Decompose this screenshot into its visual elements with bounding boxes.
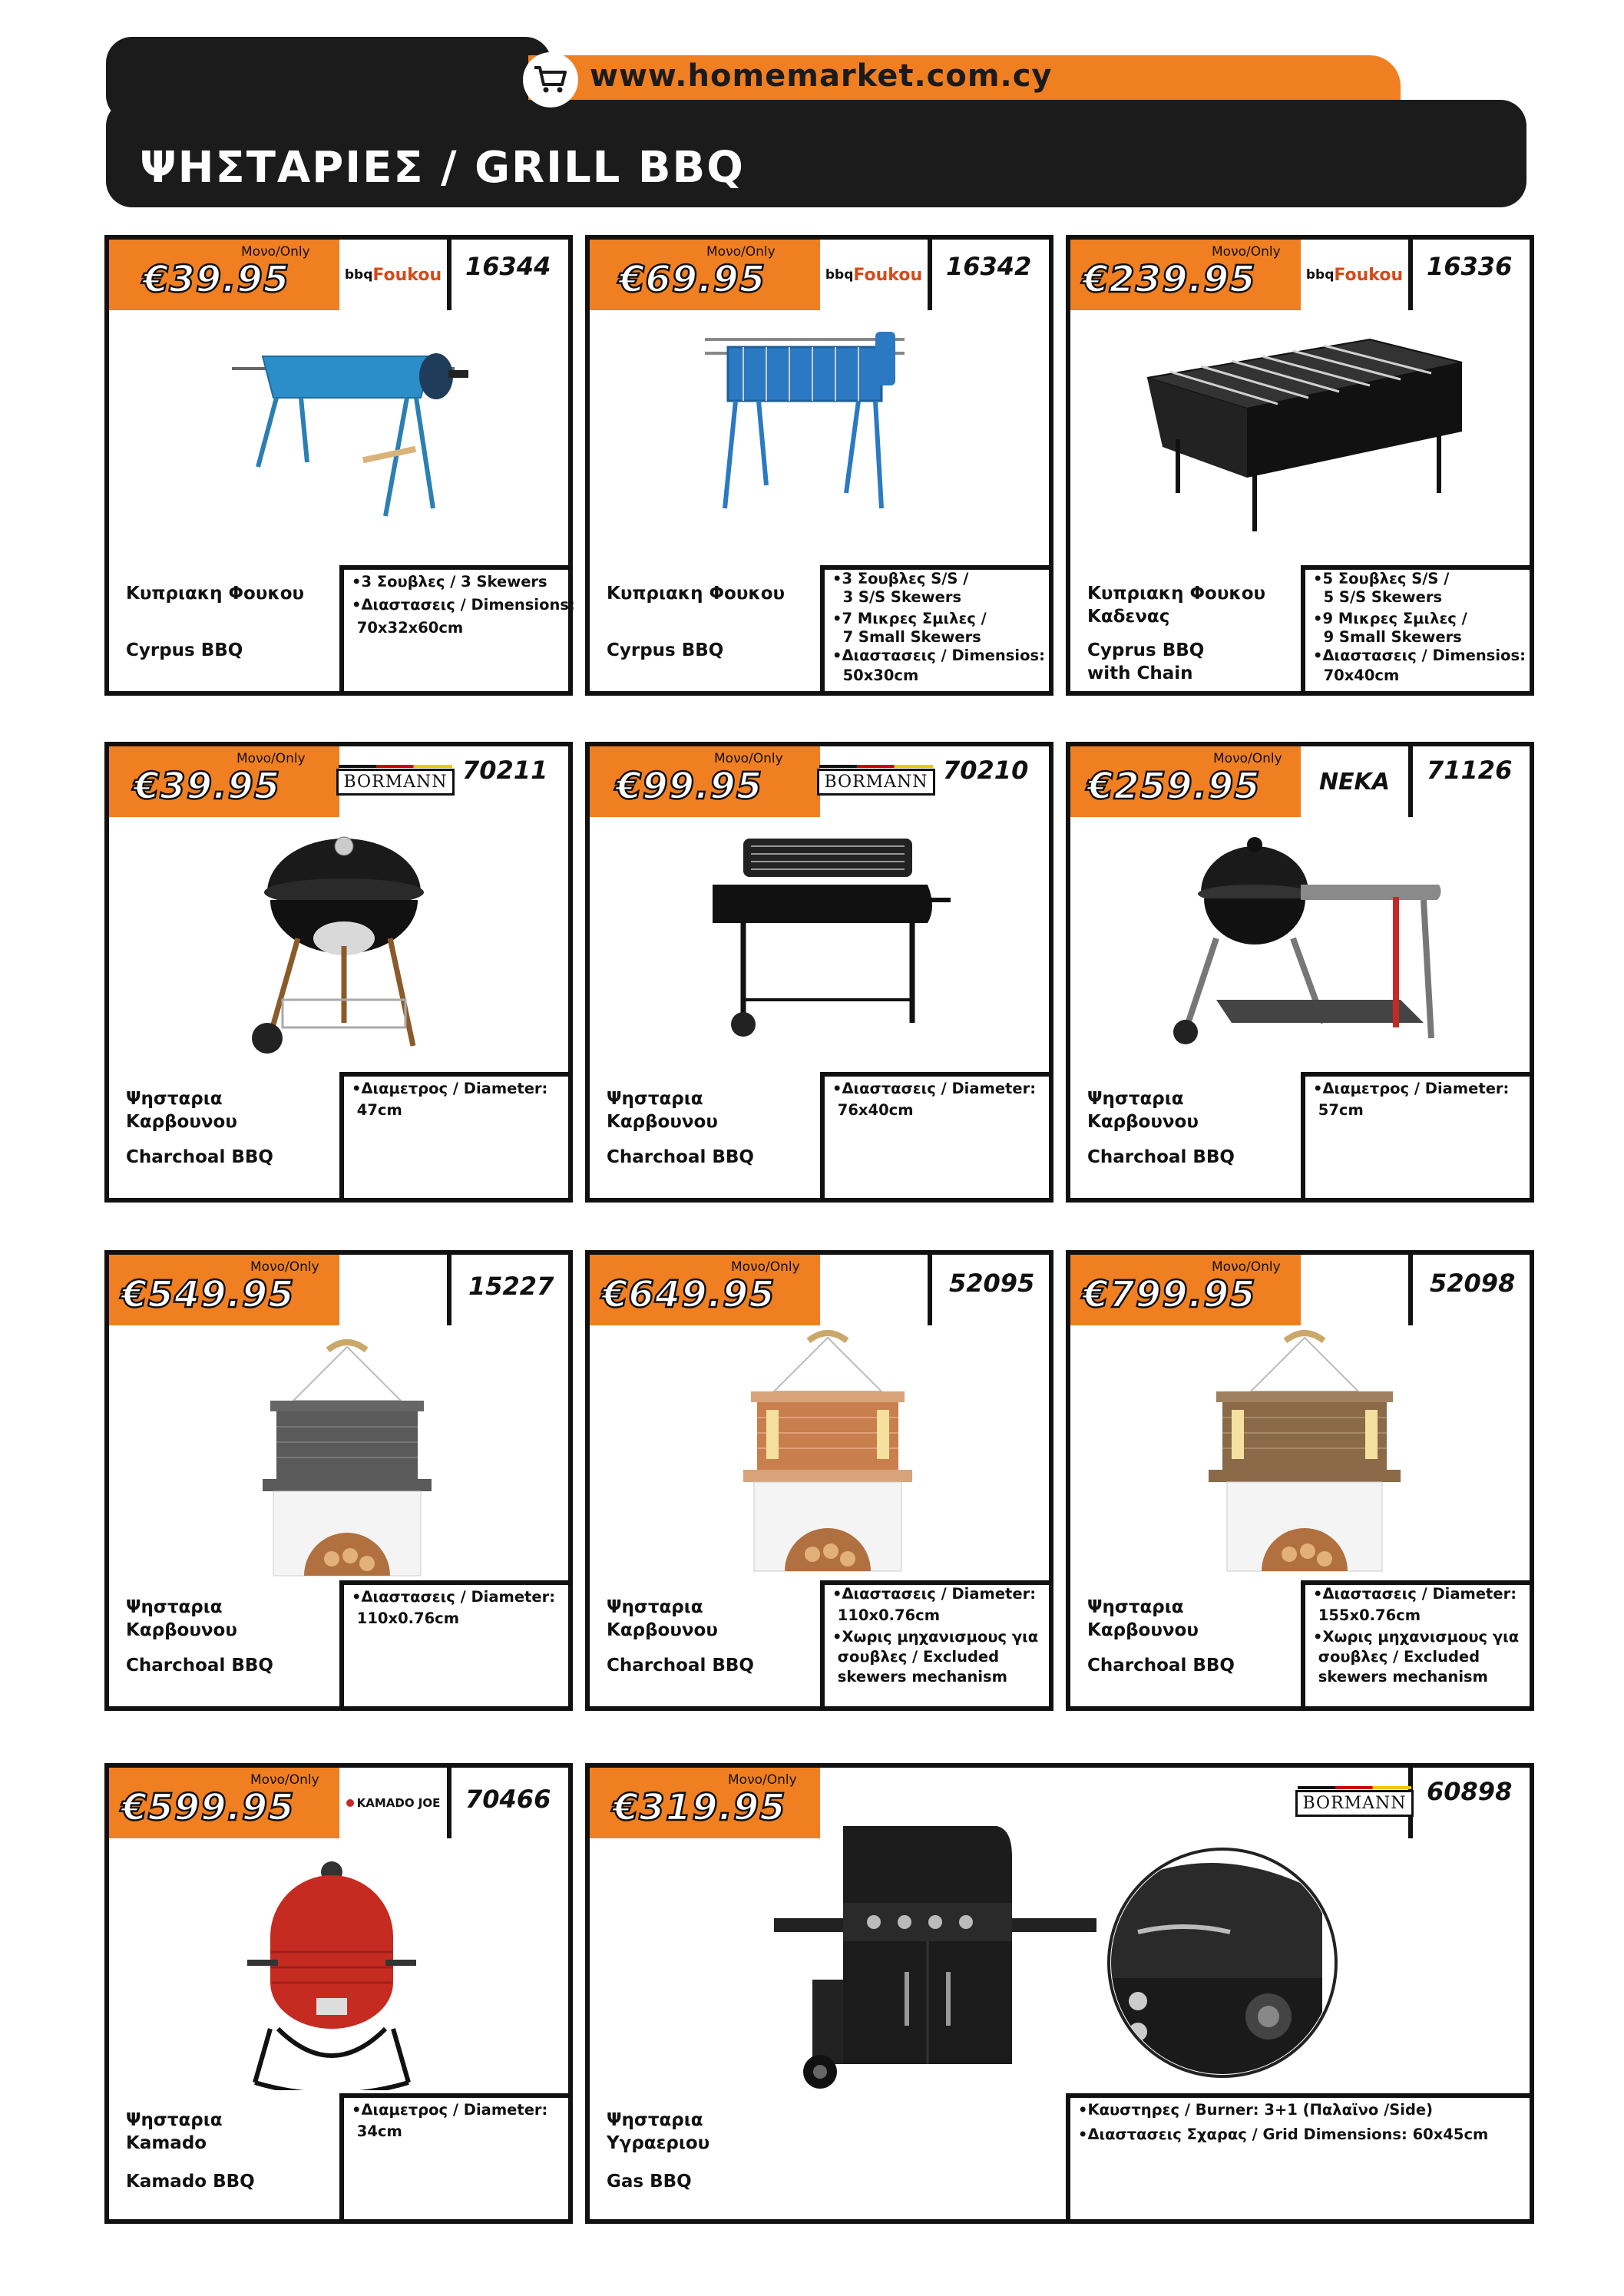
spec-line: •Διαμετρος / Diameter: bbox=[352, 1080, 548, 1097]
price-badge bbox=[109, 746, 339, 817]
product-title-greek: Ψησταρια Καρβουνου bbox=[607, 1089, 718, 1132]
spec-line: •Διαστασεις / Diameter: bbox=[1313, 1585, 1517, 1603]
product-card bbox=[1066, 1250, 1534, 1711]
price: €549.95 bbox=[121, 1273, 295, 1316]
price-label: Μονο/Only bbox=[706, 244, 776, 260]
code-divider bbox=[1408, 1255, 1413, 1325]
product-image bbox=[224, 324, 470, 524]
product-detail-image bbox=[1092, 1848, 1353, 2078]
spec-line: 9 Small Skewers bbox=[1313, 628, 1462, 646]
spec-line: 50x30cm bbox=[832, 667, 919, 684]
product-title-english: Cyrpus BBQ bbox=[126, 640, 243, 660]
price: €319.95 bbox=[613, 1786, 786, 1829]
brand-logo: BORMANN bbox=[339, 746, 451, 817]
price-badge bbox=[1070, 240, 1301, 310]
price-label: Μονο/Only bbox=[1212, 244, 1281, 260]
spec-line: •Διαστασεις / Diameter: bbox=[832, 1585, 1037, 1603]
price: €239.95 bbox=[1083, 258, 1256, 301]
spec-line: •3 Σουβλες / 3 Skewers bbox=[352, 573, 547, 591]
price-label: Μονο/Only bbox=[250, 1259, 319, 1275]
spec-line: •3 Σουβλες S/S / bbox=[832, 570, 969, 587]
product-image bbox=[255, 1339, 439, 1577]
page-title: ΨΗΣΤΑΡΙΕΣ / GRILL BBQ bbox=[140, 143, 745, 193]
spec-line: 57cm bbox=[1313, 1101, 1364, 1119]
price-label: Μονο/Only bbox=[731, 1259, 800, 1275]
price: €99.95 bbox=[616, 765, 763, 808]
product-code: 16344 bbox=[465, 252, 551, 281]
brand-logo: bbq Foukou bbox=[1301, 240, 1413, 310]
product-image bbox=[697, 831, 958, 1046]
spec-line: •Διαστασεις Σχαρας / Grid Dimensions: 60x45cm bbox=[1078, 2126, 1489, 2143]
product-title-greek: Ψησταρια Kamado bbox=[126, 2110, 223, 2153]
spec-line: •Διαμετρος / Diameter: bbox=[352, 2101, 548, 2119]
spec-line: •Καυστηρες / Burner: 3+1 (Παλαϊνο /Side) bbox=[1078, 2101, 1434, 2119]
brand-logo: BORMANN bbox=[820, 746, 932, 817]
product-code: 71126 bbox=[1427, 756, 1513, 785]
product-card bbox=[585, 235, 1053, 696]
spec-line: •Διαστασεις / Dimensios: bbox=[832, 647, 1045, 664]
brand-logo: NEKA bbox=[1301, 746, 1413, 817]
price-label: Μονο/Only bbox=[1212, 1259, 1281, 1275]
product-card bbox=[1066, 742, 1534, 1203]
product-title-english: Kamado BBQ bbox=[126, 2172, 255, 2192]
brand-logo: KAMADO JOE bbox=[339, 1768, 451, 1838]
specs bbox=[1301, 1072, 1534, 1198]
price: €599.95 bbox=[121, 1786, 295, 1829]
brand-logo: BORMANN bbox=[1301, 1768, 1413, 1838]
product-title-english: Charchoal BBQ bbox=[126, 1656, 273, 1676]
product-title-english: Charchoal BBQ bbox=[126, 1147, 273, 1167]
product-image bbox=[736, 1330, 920, 1576]
specs bbox=[1066, 2093, 1534, 2219]
product-image bbox=[1201, 1330, 1408, 1576]
spec-line: skewers mechanism bbox=[832, 1668, 1007, 1686]
product-title-greek: Κυπριακη Φουκου Καδενας bbox=[1087, 584, 1266, 627]
price-badge bbox=[1070, 746, 1301, 817]
product-title-greek: Κυπριακη Φουκου bbox=[126, 584, 305, 604]
product-title-english: Cyrpus BBQ bbox=[607, 640, 724, 660]
spec-line: 70x32x60cm bbox=[352, 619, 464, 637]
product-code: 52095 bbox=[949, 1269, 1035, 1298]
product-card bbox=[585, 1763, 1534, 2224]
product-title-greek: Ψησταρια Καρβουνου bbox=[607, 1597, 718, 1640]
product-title-english: Charchoal BBQ bbox=[1087, 1656, 1235, 1676]
spec-line: •Χωρις μηχανισμους για bbox=[1313, 1628, 1520, 1646]
product-title-greek: Ψησταρια Καρβουνου bbox=[1087, 1089, 1199, 1132]
spec-line: •Διαστασεις / Diameter: bbox=[832, 1080, 1037, 1097]
price-badge bbox=[590, 746, 820, 817]
website-url[interactable]: www.homemarket.com.cy bbox=[590, 58, 1053, 94]
specs bbox=[1301, 565, 1534, 691]
price: €39.95 bbox=[134, 765, 281, 808]
spec-line: 155x0.76cm bbox=[1313, 1606, 1421, 1624]
spec-line: 3 S/S Skewers bbox=[832, 588, 962, 606]
product-code: 70210 bbox=[943, 756, 1029, 785]
price-badge bbox=[109, 1768, 339, 1838]
product-title-greek: Ψησταρια Καρβουνου bbox=[126, 1597, 237, 1640]
product-image bbox=[674, 316, 951, 531]
product-image bbox=[1170, 831, 1447, 1054]
spec-line: 7 Small Skewers bbox=[832, 628, 981, 646]
price: €259.95 bbox=[1087, 765, 1261, 808]
specs bbox=[339, 2093, 573, 2219]
product-image bbox=[1132, 324, 1470, 554]
brand-logo: bbq Foukou bbox=[339, 240, 451, 310]
product-title-greek: Κυπριακη Φουκου bbox=[607, 584, 786, 604]
spec-line: •Χωρις μηχανισμους για bbox=[832, 1628, 1039, 1646]
product-code: 15227 bbox=[468, 1272, 554, 1301]
product-title-english: Charchoal BBQ bbox=[607, 1656, 754, 1676]
price-badge bbox=[590, 1255, 820, 1325]
specs bbox=[339, 1072, 573, 1198]
price-label: Μονο/Only bbox=[250, 1772, 319, 1788]
spec-line: 70x40cm bbox=[1313, 667, 1400, 684]
price-label: Μονο/Only bbox=[241, 244, 310, 260]
shopping-cart-icon bbox=[523, 52, 578, 108]
product-code: 60898 bbox=[1427, 1777, 1513, 1806]
product-card bbox=[1066, 235, 1534, 696]
spec-line: skewers mechanism bbox=[1313, 1668, 1488, 1686]
product-image bbox=[766, 1811, 1104, 2102]
price: €649.95 bbox=[602, 1273, 776, 1316]
code-divider bbox=[928, 1255, 932, 1325]
spec-line: 5 S/S Skewers bbox=[1313, 588, 1443, 606]
product-code: 16342 bbox=[946, 252, 1032, 281]
price-label: Μονο/Only bbox=[236, 751, 306, 766]
price-badge bbox=[109, 1255, 339, 1325]
product-code: 52098 bbox=[1430, 1269, 1516, 1298]
product-code: 70211 bbox=[462, 756, 548, 785]
spec-line: σουβλες / Excluded bbox=[832, 1648, 1000, 1666]
product-card bbox=[104, 742, 573, 1203]
price-label: Μονο/Only bbox=[714, 751, 783, 766]
price-label: Μονο/Only bbox=[1213, 751, 1282, 766]
specs bbox=[339, 565, 573, 691]
product-card bbox=[585, 1250, 1053, 1711]
spec-line: •Διαστασεις / Diameter: bbox=[352, 1588, 556, 1606]
product-code: 16336 bbox=[1427, 252, 1513, 281]
spec-line: σουβλες / Excluded bbox=[1313, 1648, 1480, 1666]
spec-line: •Διαμετρος / Diameter: bbox=[1313, 1080, 1510, 1097]
price-badge bbox=[590, 240, 820, 310]
price-label: Μονο/Only bbox=[728, 1772, 797, 1788]
spec-line: •7 Μικρες Σμιλες / bbox=[832, 610, 987, 627]
price-badge bbox=[1070, 1255, 1301, 1325]
code-divider bbox=[447, 1255, 451, 1325]
product-title-english: Gas BBQ bbox=[607, 2172, 692, 2192]
product-title-english: Charchoal BBQ bbox=[1087, 1147, 1235, 1167]
specs bbox=[820, 1580, 1053, 1706]
spec-line: 47cm bbox=[352, 1101, 402, 1119]
spec-line: 110x0.76cm bbox=[832, 1606, 941, 1624]
spec-line: •Διαστασεις / Dimensios: bbox=[1313, 647, 1526, 664]
price-badge bbox=[109, 240, 339, 310]
specs bbox=[1301, 1580, 1534, 1706]
spec-line: •9 Μικρες Σμιλες / bbox=[1313, 610, 1467, 627]
product-image bbox=[247, 1852, 432, 2090]
product-title-english: Cyprus BBQ with Chain bbox=[1087, 640, 1205, 683]
specs bbox=[820, 1072, 1053, 1198]
specs bbox=[339, 1580, 573, 1706]
product-card bbox=[104, 235, 573, 696]
product-title-english: Charchoal BBQ bbox=[607, 1147, 754, 1167]
product-image bbox=[236, 831, 451, 1061]
product-title-greek: Ψησταρια Υγραεριου bbox=[607, 2110, 710, 2153]
specs bbox=[820, 565, 1053, 691]
brand-logo: bbq Foukou bbox=[820, 240, 932, 310]
product-card bbox=[104, 1250, 573, 1711]
product-card bbox=[104, 1763, 573, 2224]
product-title-greek: Ψησταρια Καρβουνου bbox=[1087, 1597, 1199, 1640]
price: €69.95 bbox=[619, 258, 766, 301]
price: €39.95 bbox=[143, 258, 290, 301]
product-card bbox=[585, 742, 1053, 1203]
spec-line: 110x0.76cm bbox=[352, 1610, 460, 1627]
spec-line: •Διαστασεις / Dimensions: bbox=[352, 596, 575, 614]
spec-line: •5 Σουβλες S/S / bbox=[1313, 570, 1450, 587]
spec-line: 76x40cm bbox=[832, 1101, 914, 1119]
spec-line: 34cm bbox=[352, 2122, 402, 2140]
product-title-greek: Ψησταρια Καρβουνου bbox=[126, 1089, 237, 1132]
product-code: 70466 bbox=[465, 1785, 551, 1814]
price: €799.95 bbox=[1083, 1273, 1256, 1316]
